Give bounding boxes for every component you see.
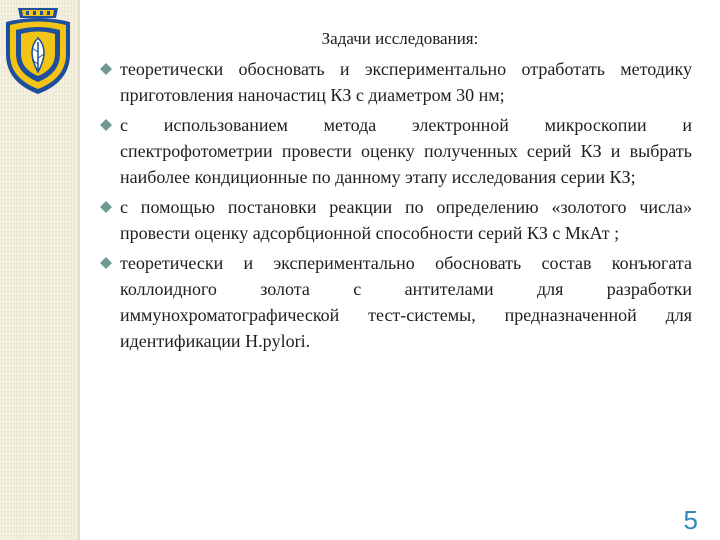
- task-text: с использованием метода электронной микроскопии и спектрофотометрии провести оценку полученных серий КЗ и выбрать наиболее кондиционные по данному этапу исследования серии КЗ;: [120, 115, 692, 187]
- list-item: [98, 112, 692, 190]
- diamond-bullet-icon: [100, 201, 112, 213]
- page-number: 5: [683, 505, 698, 535]
- list-item: [98, 250, 692, 354]
- task-list: [98, 56, 692, 358]
- diamond-bullet-icon: [100, 63, 112, 75]
- task-text: теоретически и экспериментально обосновать состав конъюгата коллоидного золота с антителами для разработки иммунохроматографической тест-системы, предназначенной для идентификации H.pylori.: [120, 253, 692, 351]
- slide-title: Задачи исследования:: [321, 29, 479, 48]
- sidebar-divider: [78, 0, 80, 540]
- task-text: теоретически обосновать и экспериментально отработать методику приготовления наночастиц КЗ с диаметром 30 нм;: [120, 59, 692, 105]
- diamond-bullet-icon: [100, 119, 112, 131]
- task-text: с помощью постановки реакции по определению «золотого числа» провести оценку адсорбционной способности серий КЗ с МкАт ;: [120, 197, 692, 243]
- diamond-bullet-icon: [100, 257, 112, 269]
- list-item: [98, 194, 692, 246]
- university-emblem-logo: [0, 2, 76, 98]
- list-item: [98, 56, 692, 108]
